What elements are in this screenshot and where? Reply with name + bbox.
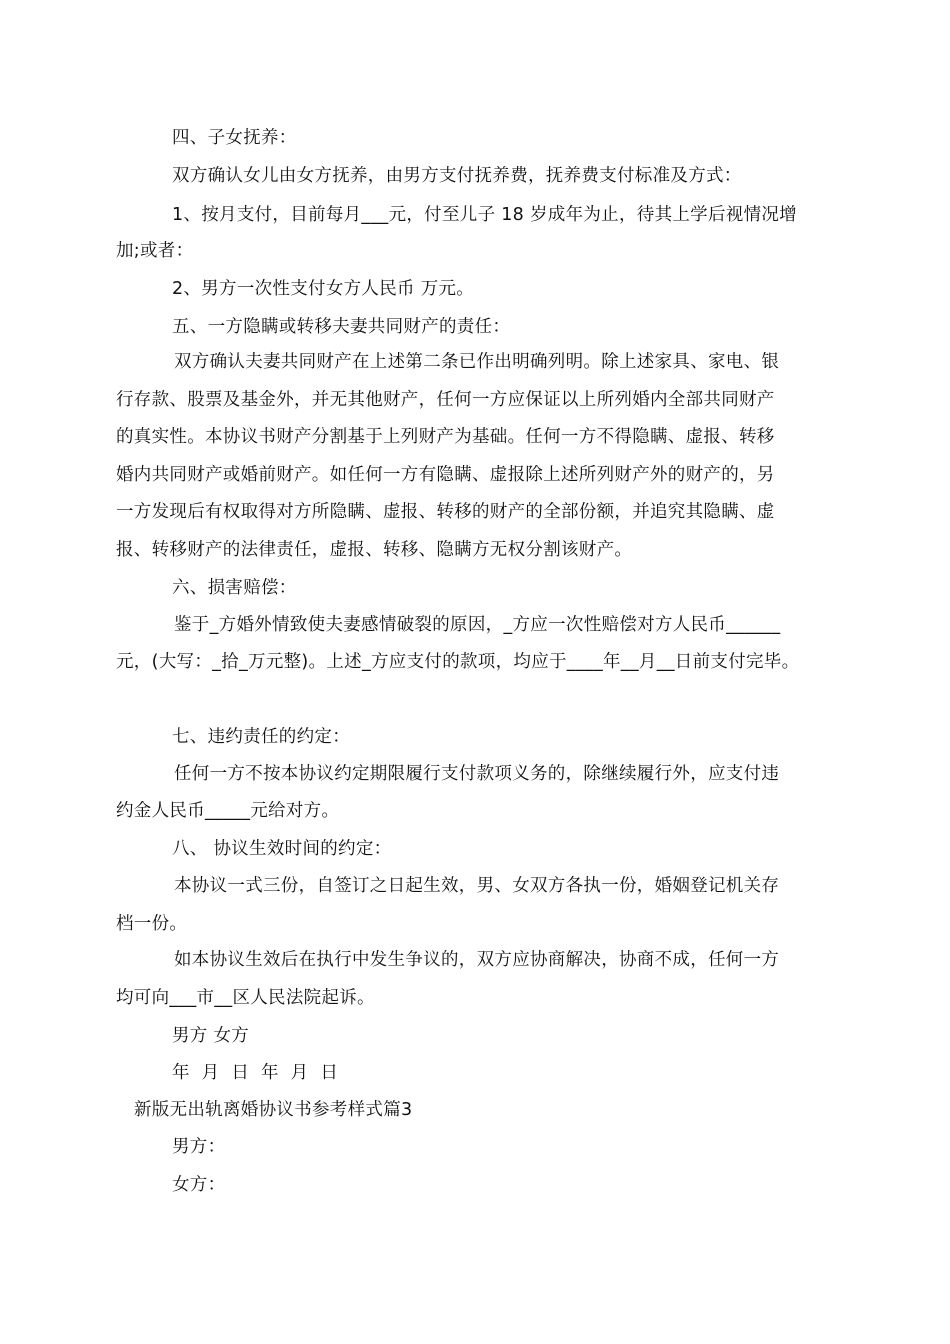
paragraph-line: 约金人民币_____元给对方。 xyxy=(116,801,340,821)
signature-parties: 男方 女方 xyxy=(172,1026,250,1046)
paragraph-line: 档一份。 xyxy=(116,914,188,934)
section-6-heading: 六、损害赔偿： xyxy=(172,578,297,598)
paragraph-line: 的真实性。本协议书财产分割基于上列财产为基础。任何一方不得隐瞒、虚报、转移 xyxy=(116,427,775,447)
signature-dates: 年 月 日 年 月 日 xyxy=(172,1063,339,1083)
party-male-label: 男方： xyxy=(172,1137,226,1157)
paragraph-line: 一方发现后有权取得对方所隐瞒、虚报、转移的财产的全部份额，并追究其隐瞒、虚 xyxy=(116,502,775,522)
paragraph-line: 元，(大写：_拾_万元整)。上述_方应支付的款项，均应于____年__月__日前支付完毕。 xyxy=(116,652,800,672)
paragraph-line: 本协议一式三份，自签订之日起生效，男、女双方各执一份，婚姻登记机关存 xyxy=(174,876,780,896)
next-section-title: 新版无出轨离婚协议书参考样式篇3 xyxy=(134,1100,413,1120)
paragraph-line: 报、转移财产的法律责任，虚报、转移、隐瞒方无权分割该财产。 xyxy=(116,540,633,560)
paragraph-line: 双方确认女儿由女方抚养，由男方支付抚养费，抚养费支付标准及方式： xyxy=(172,166,742,186)
paragraph-line: 均可向___市__区人民法院起诉。 xyxy=(116,988,375,1008)
section-5-heading: 五、一方隐瞒或转移夫妻共同财产的责任： xyxy=(172,317,511,337)
section-8-heading: 八、 协议生效时间的约定： xyxy=(172,839,392,859)
party-female-label: 女方： xyxy=(172,1175,226,1195)
section-4-heading: 四、子女抚养： xyxy=(172,128,297,148)
paragraph-line: 双方确认夫妻共同财产在上述第二条已作出明确列明。除上述家具、家电、银 xyxy=(174,352,780,372)
paragraph-line: 行存款、股票及基金外，并无其他财产，任何一方应保证以上所列婚内全部共同财产 xyxy=(116,390,775,410)
paragraph-line: 1、按月支付，目前每月___元，付至儿子 18 岁成年为止，待其上学后视情况增 xyxy=(172,205,797,225)
paragraph-line: 如本协议生效后在执行中发生争议的，双方应协商解决，协商不成，任何一方 xyxy=(174,950,780,970)
paragraph-line: 加;或者： xyxy=(116,241,194,261)
paragraph-line: 鉴于_方婚外情致使夫妻感情破裂的原因，_方应一次性赔偿对方人民币______ xyxy=(174,615,781,635)
paragraph-line: 婚内共同财产或婚前财产。如任何一方有隐瞒、虚报除上述所列财产外的财产的，另 xyxy=(116,465,775,485)
paragraph-line: 2、男方一次性支付女方人民币 万元。 xyxy=(172,279,475,299)
section-7-heading: 七、违约责任的约定： xyxy=(172,727,350,747)
paragraph-line: 任何一方不按本协议约定期限履行支付款项义务的，除继续履行外，应支付违 xyxy=(174,764,780,784)
